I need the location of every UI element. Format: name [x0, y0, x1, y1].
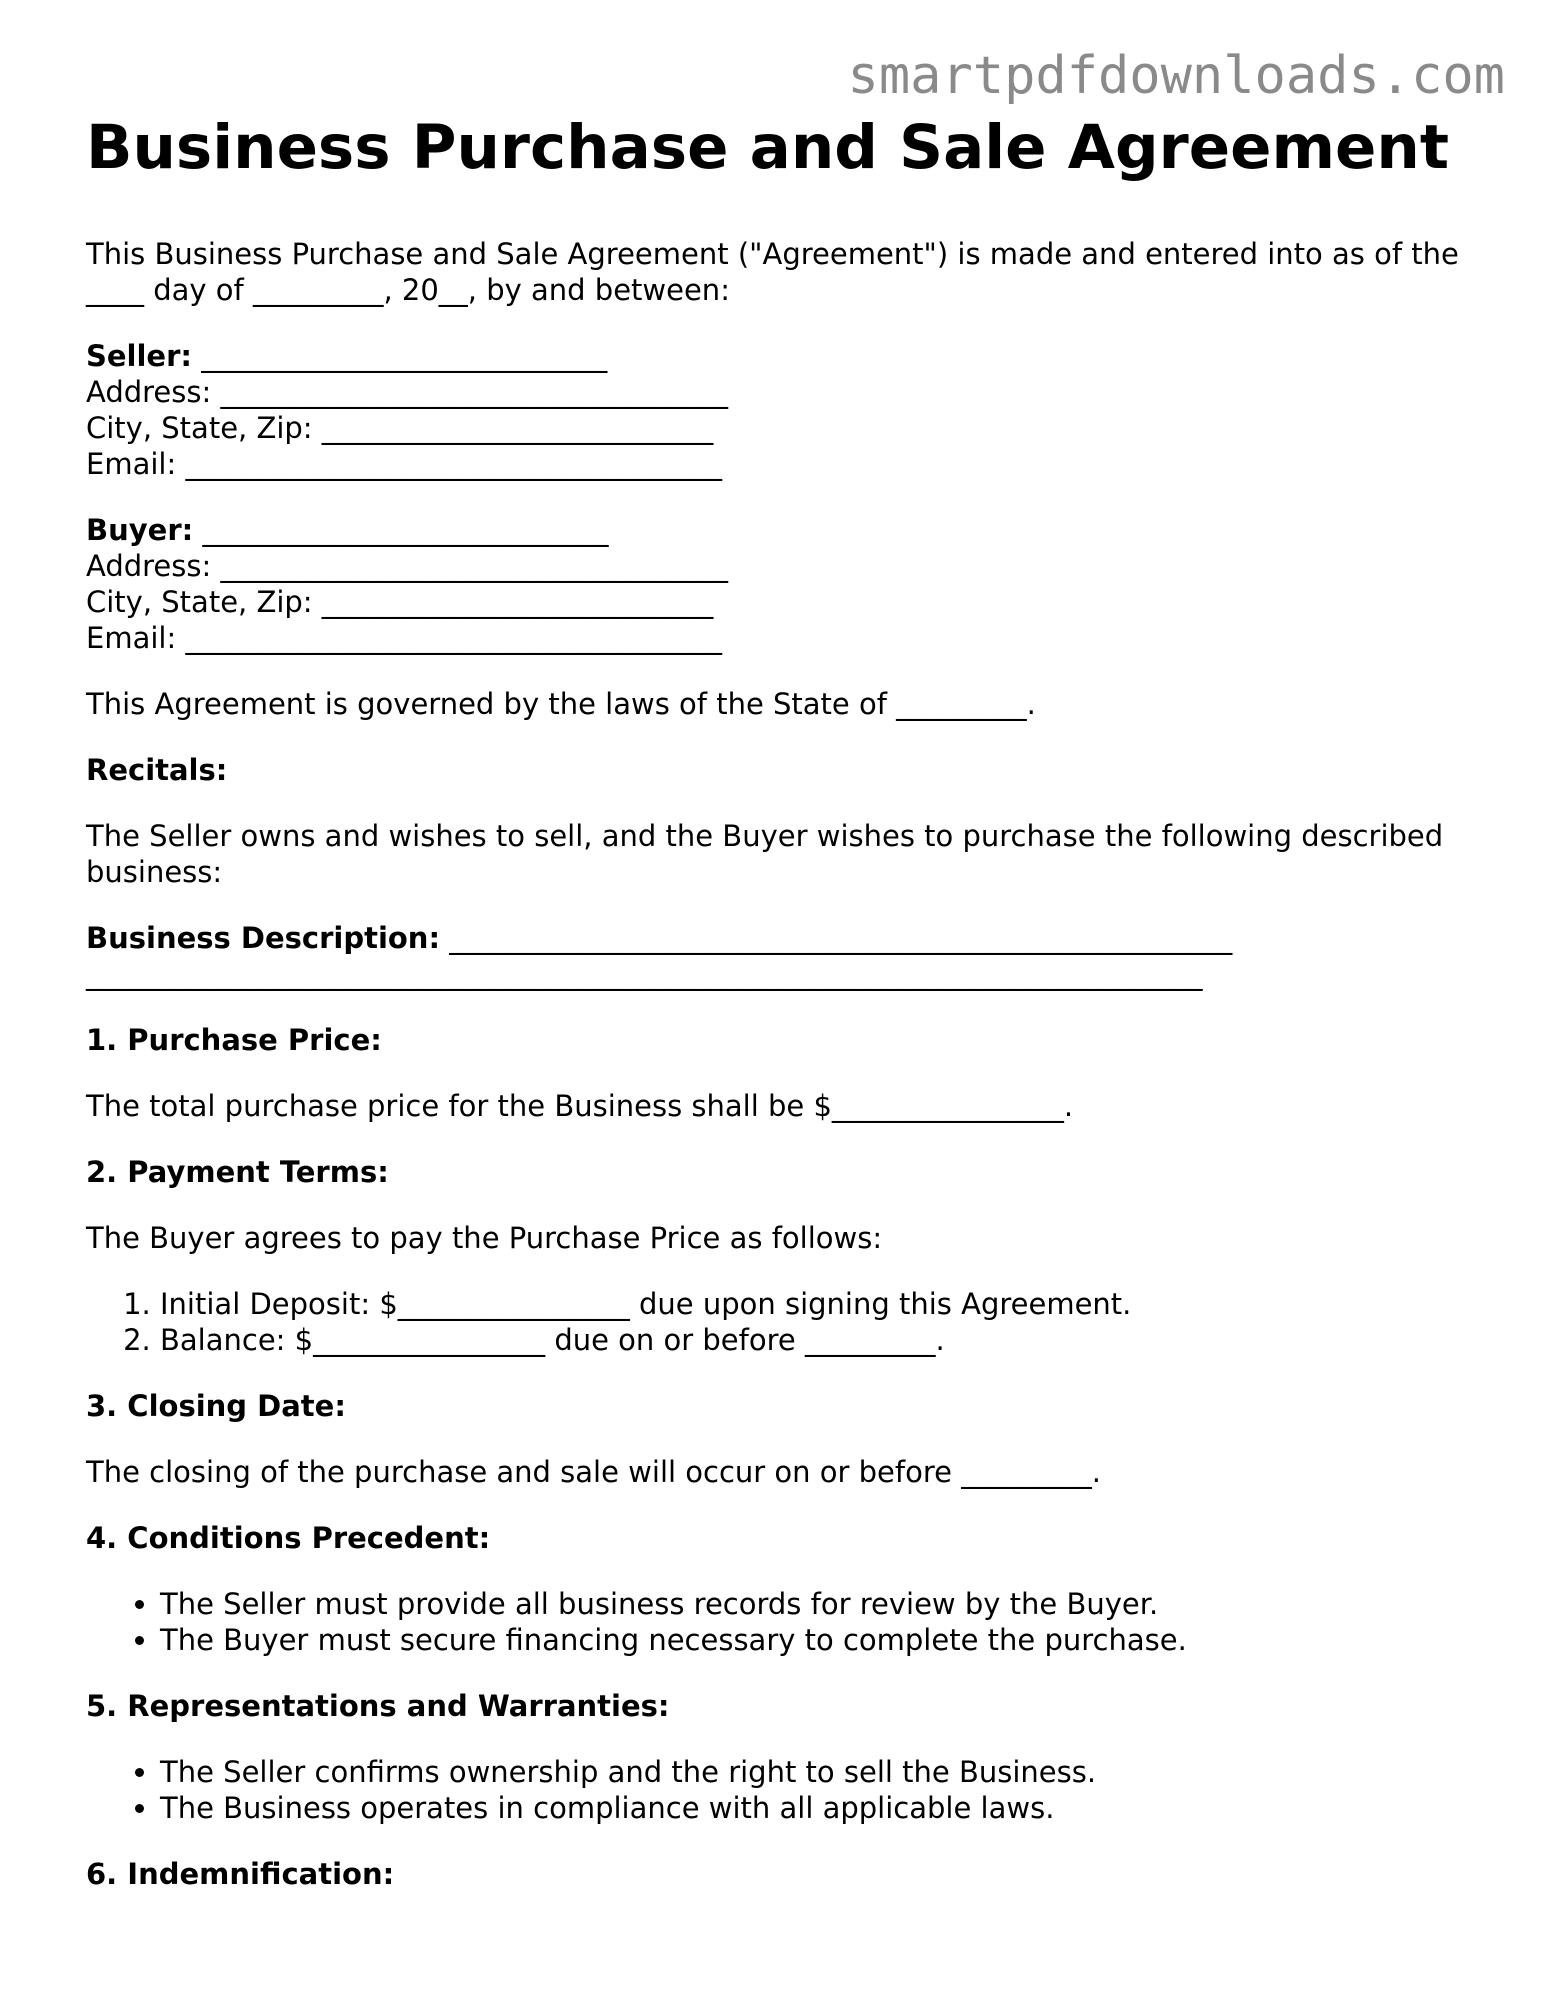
intro-paragraph: This Business Purchase and Sale Agreement ("Agreement") is made and entered into as of the ____ day of _________, 20__, by and between:: [86, 237, 1459, 307]
buyer-name-blank: ____________________________: [193, 513, 609, 547]
document-body: [86, 108, 1486, 1922]
buyer-label: Buyer:: [86, 513, 194, 547]
document-title: Business Purchase and Sale Agreement: [86, 112, 1449, 183]
seller-name-blank: ____________________________: [192, 339, 608, 373]
list-item: • The Business operates in compliance with all applicable laws.: [160, 1790, 1486, 1826]
representations-list: [86, 1754, 1486, 1826]
seller-label: Seller:: [86, 339, 193, 373]
watermark: smartpdfdownloads.com: [847, 46, 1505, 106]
representations-heading: 5. Representations and Warranties:: [86, 1689, 670, 1723]
recitals-heading: Recitals:: [86, 753, 228, 787]
closing-date-heading: 3. Closing Date:: [86, 1389, 346, 1423]
list-item: • The Buyer must secure financing necessary to complete the purchase.: [160, 1622, 1486, 1658]
seller-address-line: Address: ___________________________________: [86, 375, 728, 409]
business-description-label: Business Description:: [86, 921, 441, 955]
buyer-email-line: Email: _____________________________________: [86, 621, 722, 655]
business-description-blank-2: _____________________________________________________________________________: [86, 957, 1203, 991]
payment-terms-list: [86, 1286, 1486, 1358]
list-item: • The Seller confirms ownership and the right to sell the Business.: [160, 1754, 1486, 1790]
seller-email-line: Email: _____________________________________: [86, 447, 722, 481]
buyer-address-line: Address: ___________________________________: [86, 549, 728, 583]
purchase-price-heading: 1. Purchase Price:: [86, 1023, 382, 1057]
seller-city-line: City, State, Zip: ___________________________: [86, 411, 714, 445]
payment-terms-paragraph: The Buyer agrees to pay the Purchase Price as follows:: [86, 1221, 883, 1255]
recitals-paragraph: The Seller owns and wishes to sell, and the Buyer wishes to purchase the following described business:: [86, 819, 1444, 889]
buyer-block: [86, 512, 1486, 656]
indemnification-heading: 6. Indemnification:: [86, 1857, 395, 1891]
conditions-heading: 4. Conditions Precedent:: [86, 1521, 491, 1555]
buyer-name-line: [86, 512, 1486, 548]
conditions-list: [86, 1586, 1486, 1658]
list-item: 1. Initial Deposit: $________________ due upon signing this Agreement.: [160, 1286, 1486, 1322]
seller-block: [86, 338, 1486, 482]
list-item: 2. Balance: $________________ due on or before _________.: [160, 1322, 1486, 1358]
payment-terms-heading: 2. Payment Terms:: [86, 1155, 389, 1189]
business-description-line: [86, 920, 1486, 956]
seller-name-line: [86, 338, 1486, 374]
purchase-price-paragraph: The total purchase price for the Business shall be $________________.: [86, 1089, 1074, 1123]
business-description-block: [86, 920, 1486, 992]
governing-law-paragraph: This Agreement is governed by the laws of the State of _________.: [86, 687, 1036, 721]
buyer-city-line: City, State, Zip: ___________________________: [86, 585, 714, 619]
list-item: • The Seller must provide all business records for review by the Buyer.: [160, 1586, 1486, 1622]
closing-date-paragraph: The closing of the purchase and sale will occur on or before _________.: [86, 1455, 1101, 1489]
business-description-blank-1: ______________________________________________________: [440, 921, 1233, 955]
